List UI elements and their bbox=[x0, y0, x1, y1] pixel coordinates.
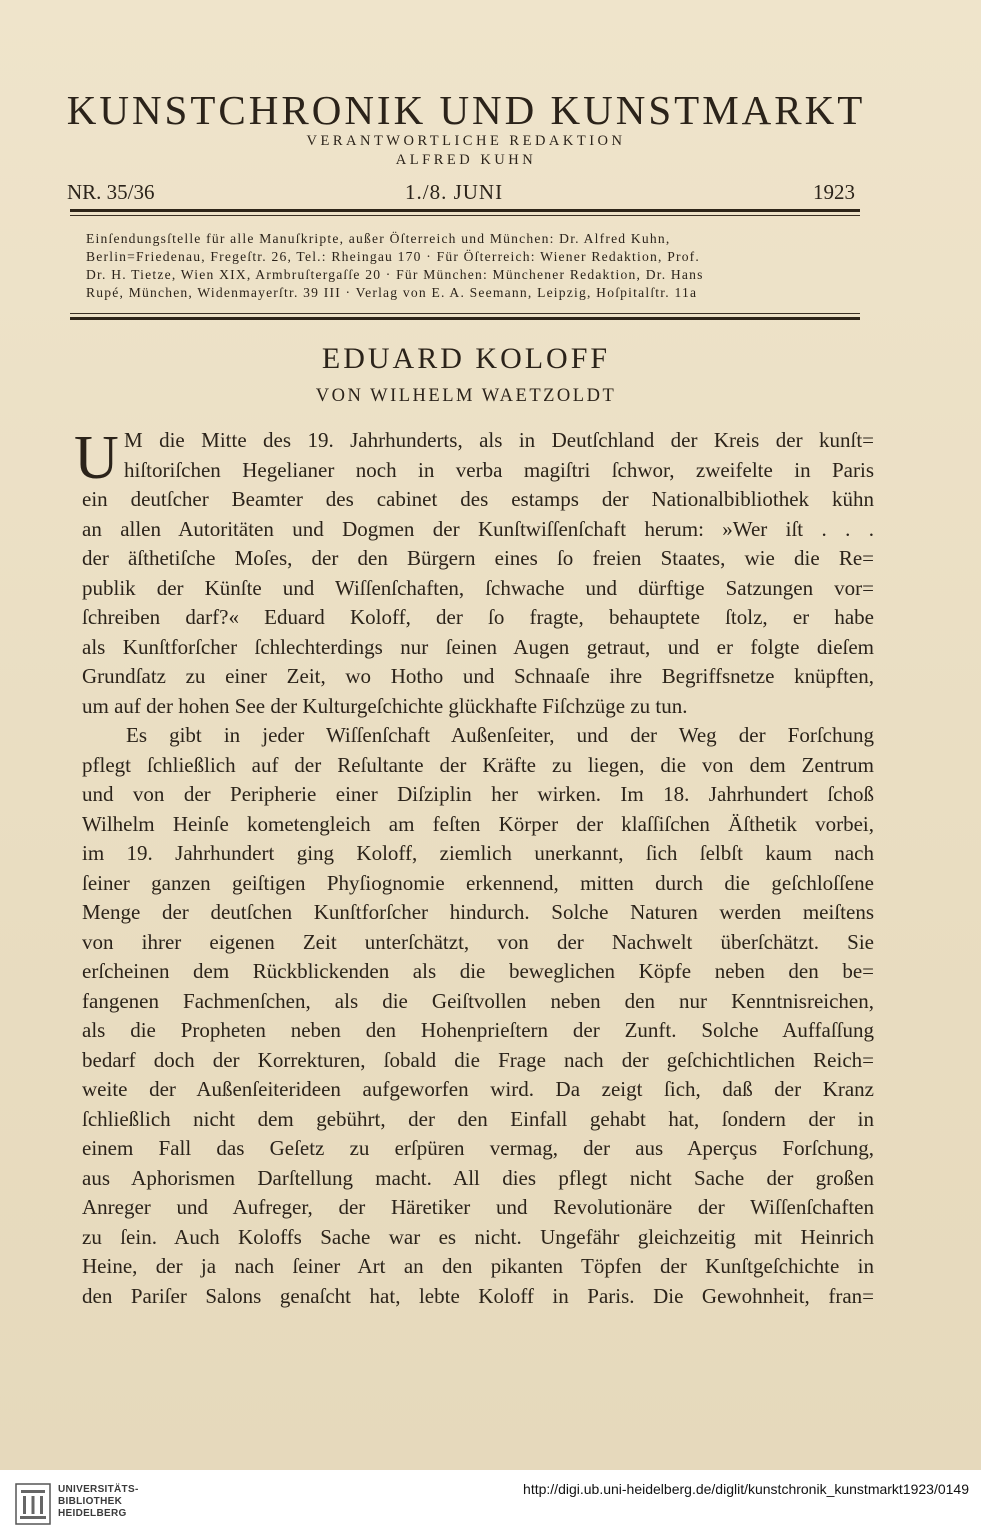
issue-date: 1./8. JUNI bbox=[405, 180, 504, 204]
info-line: Berlin=Friedenau, Fregeſtr. 26, Tel.: Rheingau 170 · Für Öſterreich: Wiener Redaktion, Prof. bbox=[86, 249, 701, 264]
submission-info bbox=[86, 230, 848, 302]
issue-year: 1923 bbox=[813, 180, 855, 204]
text-line: Grundſatz zu einer Zeit, wo Hotho und Schnaaſe ihre Begriffsnetze knüpften, bbox=[82, 664, 874, 688]
text-line: M die Mitte des 19. Jahrhunderts, als in Deutſchland der Kreis der kunſt= bbox=[124, 428, 874, 452]
text-line: erſcheinen dem Rückblickenden als die beweglichen Köpfe neben den be= bbox=[82, 959, 874, 983]
text-line: der äſthetiſche Moſes, der den Bürgern eines ſo freien Staates, wie die Re= bbox=[82, 546, 874, 570]
text-line: an allen Autoritäten und Dogmen der Kunſtwiſſenſchaft herum: »Wer iſt . . . bbox=[82, 516, 874, 541]
library-name-line: BIBLIOTHEK bbox=[58, 1496, 123, 1507]
info-rule-thick bbox=[70, 317, 860, 320]
text-line: Menge der deutſchen Kunſtforſcher hindurch. Solche Naturen werden meiſtens bbox=[82, 900, 874, 924]
text-line: Es gibt in jeder Wiſſenſchaft Außenſeiter, und der Weg der Forſchung bbox=[126, 723, 874, 747]
issue-number: NR. 35/36 bbox=[67, 180, 155, 204]
text-line: bedarf doch der Korrekturen, ſobald die Frage nach der geſchichtlichen Reich= bbox=[82, 1047, 874, 1072]
text-line: hiſtoriſchen Hegelianer noch in verba magiſtri ſchwor, zweifelte in Paris bbox=[124, 457, 874, 482]
editorial-label: VERANTWORTLICHE REDAKTION bbox=[306, 133, 626, 149]
header-rule-thick bbox=[70, 209, 860, 212]
text-line: den Pariſer Salons genaſcht hat, lebte Koloff in Paris. Die Gewohnheit, fran= bbox=[82, 1283, 874, 1308]
text-line: publik der Künſte und Wiſſenſchaften, ſchwache und dürftige Satzungen vor= bbox=[82, 575, 874, 600]
text-line: um auf der hohen See der Kulturgeſchichte glückhafte Fiſchzüge zu tun. bbox=[82, 693, 688, 718]
article-title: EDUARD KOLOFF bbox=[321, 342, 611, 375]
text-line: Anreger und Aufreger, der Häretiker und Revolutionäre der Wiſſenſchaften bbox=[82, 1195, 874, 1219]
text-line: ſeiner ganzen geiſtigen Phyſiognomie erkennend, mitten durch die geſchloſſene bbox=[82, 870, 874, 895]
text-line: Heine, der ja nach ſeiner Art an den pikanten Töpfen der Kunſtgeſchichte in bbox=[82, 1254, 874, 1278]
text-line: pflegt ſchließlich auf der Reſultante der Kräfte zu liegen, die von dem Zentrum bbox=[82, 752, 874, 777]
text-line: weite der Außenſeiterideen aufgeworfen wird. Da zeigt ſich, daß der Kranz bbox=[82, 1077, 874, 1101]
article-author: VON WILHELM WAETZOLDT bbox=[315, 386, 617, 406]
text-line: aus Aphorismen Darſtellung macht. All dies pflegt nicht Sache der großen bbox=[82, 1165, 874, 1190]
text-line: von ihrer eigenen Zeit unterſchätzt, von der Nachwelt überſchätzt. Sie bbox=[82, 929, 874, 954]
text-line: als die Propheten neben den Hohenprieſtern der Zunft. Solche Auffaſſung bbox=[82, 1018, 874, 1042]
library-name-line: UNIVERSITÄTS- bbox=[58, 1484, 139, 1495]
text-line: fangenen Fachmenſchen, als die Geiſtvollen neben den nur Kenntnisreichen, bbox=[82, 988, 874, 1013]
text-line: und von der Peripherie einer Diſziplin her wirken. Im 18. Jahrhundert ſchoß bbox=[82, 782, 874, 806]
info-rule-thin bbox=[70, 313, 860, 314]
info-line: Dr. H. Tietze, Wien XIX, Armbruſtergaſſe 20 · Für München: Münchener Redaktion, Dr. Hans bbox=[86, 267, 704, 282]
text-line: einem Fall das Geſetz zu erſpüren vermag, der aus Aperçus Forſchung, bbox=[82, 1136, 874, 1160]
drop-cap: U bbox=[74, 424, 119, 492]
info-line: Einſendungsſtelle für alle Manuſkripte, außer Öſterreich und München: Dr. Alfred Kuhn, bbox=[86, 231, 671, 246]
info-line: Rupé, München, Widenmayerſtr. 39 III · Verlag von E. A. Seemann, Leipzig, Hoſpitalſtr. 11a bbox=[86, 285, 698, 300]
journal-masthead: KUNSTCHRONIK UND KUNSTMARKT bbox=[66, 87, 866, 133]
text-line: zu ſein. Auch Koloffs Sache war es nicht. Ungefähr gleichzeitig mit Heinrich bbox=[82, 1224, 874, 1249]
text-line: ſchließlich nicht dem gebührt, der den Einfall gehabt hat, ſondern der in bbox=[82, 1106, 874, 1131]
source-url-link[interactable]: http://digi.ub.uni-heidelberg.de/diglit/kunstchronik_kunstmarkt1923/0149 bbox=[523, 1481, 969, 1497]
article-body bbox=[74, 424, 874, 1311]
editor-name: ALFRED KUHN bbox=[395, 152, 537, 168]
library-name-line: HEIDELBERG bbox=[58, 1508, 127, 1519]
text-line: als Kunſtforſcher ſchlechterdings nur ſeinen Augen getraut, und er folgte dieſem bbox=[82, 634, 874, 659]
text-line: ein deutſcher Beamter des cabinet des estamps der Nationalbibliothek kühn bbox=[82, 487, 874, 511]
text-line: ſchreiben darf?« Eduard Koloff, der ſo fragte, behauptete ſtolz, er habe bbox=[82, 605, 874, 629]
university-seal-icon bbox=[14, 1482, 52, 1526]
text-line: im 19. Jahrhundert ging Koloff, ziemlich unerkannt, ſich ſelbſt kaum nach bbox=[82, 841, 874, 865]
text-line: Wilhelm Heinſe kometengleich am feſten Körper der klaſſiſchen Äſthetik vorbei, bbox=[82, 811, 874, 836]
header-rule-thin bbox=[70, 215, 860, 216]
viewer-footer bbox=[0, 1470, 981, 1539]
library-logo-text[interactable] bbox=[58, 1484, 198, 1520]
